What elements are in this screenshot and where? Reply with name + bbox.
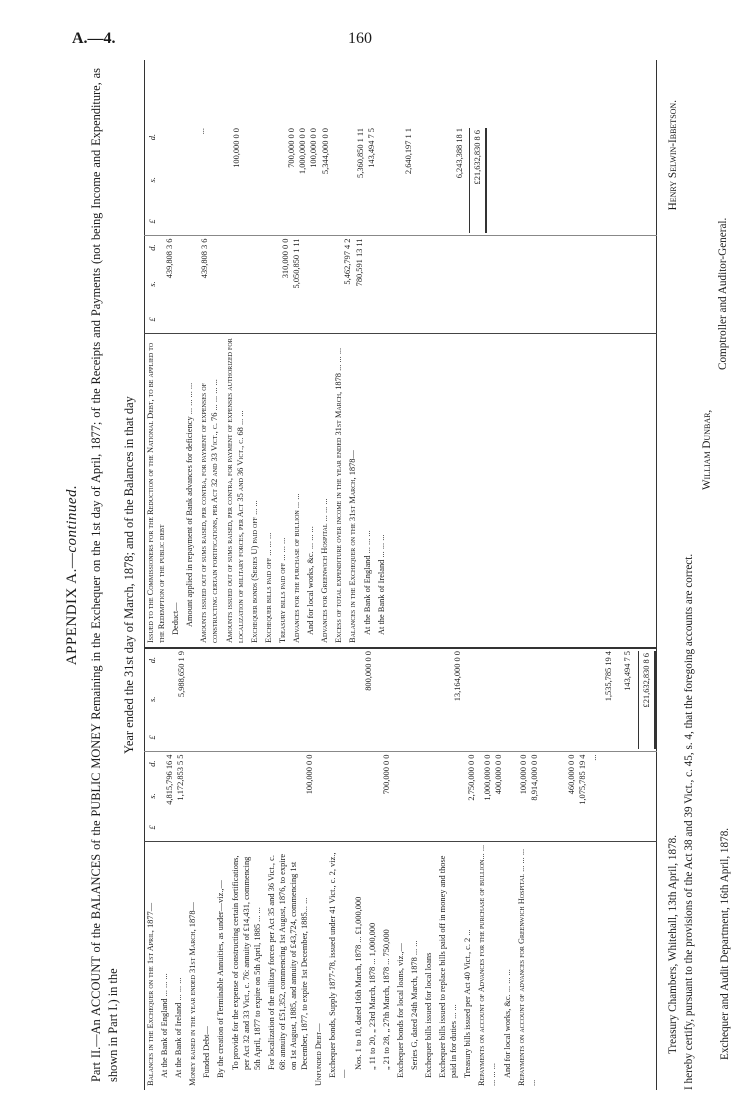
balances-account-table bbox=[144, 60, 657, 1090]
payments-col1-lsd-header: £ s. d. bbox=[148, 244, 157, 322]
receipt-entry-4: Funded Debt— bbox=[202, 1026, 212, 1078]
certification-footer bbox=[665, 60, 735, 1090]
receipt-amount-col1-7: 100,000 0 0 bbox=[518, 754, 528, 795]
payment-amount-col2-2: 700,000 0 0 bbox=[287, 128, 297, 168]
signatory-dunbar: William Dunbar, bbox=[700, 409, 713, 490]
payment-entry-2: Amount applied in repayment of Bank advances for deficiency ... ... ... ... bbox=[185, 382, 195, 627]
payment-amount-col2-7: 143,494 7 5 bbox=[366, 128, 376, 168]
receipt-amount-col1-6: 400,000 0 0 bbox=[493, 754, 503, 795]
signatory-ibbetson: Henry Selwin-Ibbetson. bbox=[666, 100, 679, 211]
payment-entry-14: At the Bank of Ireland ... ... ... bbox=[376, 534, 386, 635]
payments-column-2 bbox=[145, 126, 657, 236]
receipt-amount-col2-2: 13,164,000 0 0 bbox=[453, 651, 463, 702]
receipt-amount-col1-9: 460,000 0 0 bbox=[566, 754, 576, 795]
receipt-entry-6: To provide for the expense of constructing certain fortifications, per Act 32 and 33 Vict., c. 76: annuity of £14,431, commencing 5th April, 1877 to expire on 5th April, 1885 ... ... bbox=[230, 855, 262, 1070]
payment-amount-col1-4: 5,462,797 4 2 bbox=[343, 238, 353, 285]
account-subtitle-line1: Part II.—An ACCOUNT of the BALANCES of the PUBLIC MONEY Remaining in the Exchequer on the 1st day of April, 1877; of the Receipts and Payments (not being Income and Expenditure, as shown in Part I.) in the bbox=[88, 68, 120, 1082]
payment-amount-col1-5: 780,591 13 11 bbox=[354, 238, 364, 287]
payment-amount-col1-1: 439,808 3 6 bbox=[200, 238, 210, 279]
payments-total: £21,632,830 8 6 bbox=[469, 128, 487, 234]
receipts-column-2 bbox=[145, 648, 657, 752]
receipt-amount-col1-4: 2,750,000 0 0 bbox=[467, 754, 477, 801]
appendix-title-continued: continued. bbox=[64, 484, 80, 553]
payment-entry-7: Treasury bills paid off ... ... ... bbox=[277, 537, 287, 643]
payment-amount-col2-6: 5,360,850 1 11 bbox=[355, 128, 365, 178]
payment-amount-col2-0: ... bbox=[197, 128, 207, 135]
receipts-descriptions bbox=[145, 842, 657, 1090]
payment-entry-3: Amounts issued out of sums raised, per contra, for payment of expenses of constructing certain fortifications, per Act 32 and 33 Vict., c. 76 ... ... ... ... bbox=[199, 379, 220, 643]
payment-amount-col1-0: 439,808 3 6 bbox=[165, 238, 175, 279]
page-number: 160 bbox=[348, 30, 372, 47]
payment-entry-6: Exchequer bills paid off ... ... ... bbox=[263, 532, 273, 643]
payment-amount-col1-2: 310,000 0 0 bbox=[281, 238, 291, 279]
payment-entry-12: Balances in the Exchequer on the 31st March, 1878— bbox=[348, 450, 358, 643]
receipt-entry-12: „ 21 to 28, „ 27th March, 1878 ... 750,000 bbox=[381, 929, 391, 1070]
payment-amount-col2-4: 100,000 0 0 bbox=[309, 128, 319, 168]
receipt-amount-col2-1: 800,000 0 0 bbox=[364, 651, 374, 691]
receipt-amount-col1-3: 700,000 0 0 bbox=[382, 754, 392, 795]
payment-entry-0: Issued to the Commissioners for the Reduction of the National Debt, to be applied to the Redemption of the public debt bbox=[146, 342, 167, 643]
receipt-amount-col1-8: 8,914,000 0 0 bbox=[529, 754, 539, 801]
receipt-amount-col2-0: 5,988,650 1 9 bbox=[177, 651, 187, 698]
payment-amount-col2-1: 100,000 0 0 bbox=[232, 128, 242, 168]
receipt-entry-8: Unfunded Debt— bbox=[314, 1023, 324, 1086]
receipt-entry-5: By the creation of Terminable Annuities, as under—viz.,— bbox=[216, 880, 226, 1078]
payment-entry-5: Exchequer bonds (Series U) paid off ... ... bbox=[249, 500, 259, 643]
payment-amount-col2-8: 2,640,197 1 1 bbox=[403, 128, 413, 175]
appendix-title-main: APPENDIX A.— bbox=[64, 552, 80, 666]
receipts-col2-lsd-header: £ s. d. bbox=[148, 657, 157, 740]
payments-col2-lsd-header: £ s. d. bbox=[148, 134, 157, 224]
receipt-amount-col1-2: 100,000 0 0 bbox=[305, 754, 315, 795]
receipts-column-1 bbox=[145, 752, 657, 842]
receipt-entry-19: And for local works, &c. ... ... ... bbox=[502, 969, 512, 1078]
payment-amount-col2-9: 6,243,388 18 1 bbox=[454, 128, 464, 179]
receipt-entry-0: Balances in the Exchequer on the 1st April, 1877— bbox=[146, 902, 155, 1086]
receipt-entry-20: Repayments on account of advances for Greenwich Hospital ... ... ... ... bbox=[516, 848, 537, 1086]
receipt-entry-9: Exchequer bonds, Supply 1877-78, issued under 41 Vict., c. 2, viz.,— bbox=[328, 852, 349, 1078]
receipt-amount-col1-11: ... bbox=[589, 754, 599, 761]
rotated-account-page bbox=[63, 60, 731, 1090]
payment-amount-col2-5: 5,344,000 0 0 bbox=[320, 128, 330, 175]
receipt-entry-3: Money raised in the year ended 31st March, 1878— bbox=[188, 902, 198, 1086]
treasury-chambers-date: Treasury Chambers, Whitehall, 13th April, 1878. bbox=[666, 834, 679, 1054]
receipt-amount-col2-3: 1,535,785 19 4 bbox=[604, 651, 614, 702]
payment-entry-9: And for local works, &c. ... ... ... bbox=[306, 526, 316, 635]
payment-entry-1: Deduct— bbox=[171, 602, 181, 635]
receipt-amount-col1-1: 1,172,853 5 5 bbox=[176, 754, 186, 801]
table-spacer bbox=[145, 60, 657, 126]
payments-column-1 bbox=[145, 236, 657, 334]
account-subtitle-line2: Year ended the 31st day of March, 1878; and of the Balances in that day bbox=[122, 396, 137, 754]
receipt-amount-col2-4: 143,494 7 5 bbox=[623, 651, 633, 691]
receipt-entry-2: At the Bank of Ireland ... ... ... bbox=[174, 977, 184, 1078]
receipt-entry-1: At the Bank of England ... ... ... bbox=[160, 973, 170, 1078]
payment-entry-11: Excess of total expenditure over income in the year ended 31st March, 1878 ... ... ... bbox=[334, 347, 344, 643]
receipt-entry-14: Series G, dated 24th March, 1878 ... ... bbox=[409, 940, 419, 1070]
receipt-entry-11: „ 11 to 20, „ 23rd March, 1878 ... 1,000,000 bbox=[367, 922, 377, 1070]
payment-entry-4: Amounts issued out of sums raised, per contra, for payment of expenses authorized for localization of military forces, per Act 35 and 36 Vict., c. 68 ... ... bbox=[224, 338, 245, 643]
receipt-amount-col1-5: 1,000,000 0 0 bbox=[482, 754, 492, 801]
payment-amount-col2-3: 1,000,000 0 0 bbox=[298, 128, 308, 175]
page-section-label: A.—4. bbox=[72, 30, 116, 47]
receipts-col1-lsd-header: £ s. d. bbox=[148, 760, 157, 830]
receipt-entry-15: Exchequer bills issued for local loans bbox=[423, 952, 433, 1078]
receipt-entry-13: Exchequer bonds for local loans, viz.,— bbox=[395, 943, 405, 1078]
certification-statement: I hereby certify, pursuant to the provisions of the Act 38 and 39 Vict., c. 45, s. 4, that the foregoing accounts are correct. bbox=[682, 553, 695, 1090]
payment-amount-col1-3: 5,050,850 1 11 bbox=[292, 238, 302, 289]
receipts-total: £21,632,830 8 6 bbox=[638, 651, 656, 750]
signatory-dunbar-title: Comptroller and Auditor-General. bbox=[716, 217, 729, 370]
receipt-entry-16: Exchequer bills issued to replace bills paid off in money and those paid in for duties ... ... bbox=[438, 855, 459, 1078]
receipt-entry-10: Nos. 1 to 10, dated 16th March, 1878 ... £1,000,000 bbox=[353, 896, 363, 1070]
receipt-amount-col1-10: 1,075,785 19 4 bbox=[578, 754, 588, 805]
payment-entry-8: Advances for the purchase of bullion ... ... bbox=[292, 493, 302, 643]
receipt-entry-17: Treasury bills issued per Act 40 Vict., c. 2 ... bbox=[463, 929, 473, 1078]
receipt-amount-col1-0: 4,815,796 16 4 bbox=[165, 754, 175, 805]
payment-entry-10: Advances for Greenwich Hospital ... ... ... bbox=[320, 498, 330, 643]
account-subtitle bbox=[88, 68, 138, 1082]
payment-entry-13: At the Bank of England ... ... ... bbox=[362, 530, 372, 635]
audit-department-date: Exchequer and Audit Department, 16th April, 1878. bbox=[718, 827, 731, 1060]
appendix-title bbox=[63, 60, 83, 1090]
receipt-entry-7: For localization of the military forces per Act 35 and 36 Vict., c. 68: annuity of £51,352, commencing 1st August, 1876, to expire on 1st August, 1885, and annuity of £43,724, commencing 1st December, 1877, to expire 1st December, 1885... ... bbox=[266, 853, 310, 1070]
payments-descriptions bbox=[145, 334, 657, 648]
receipt-entry-18: Repayments on account of Advances for the purchase of bullion... ... ... ... ... bbox=[477, 844, 498, 1086]
